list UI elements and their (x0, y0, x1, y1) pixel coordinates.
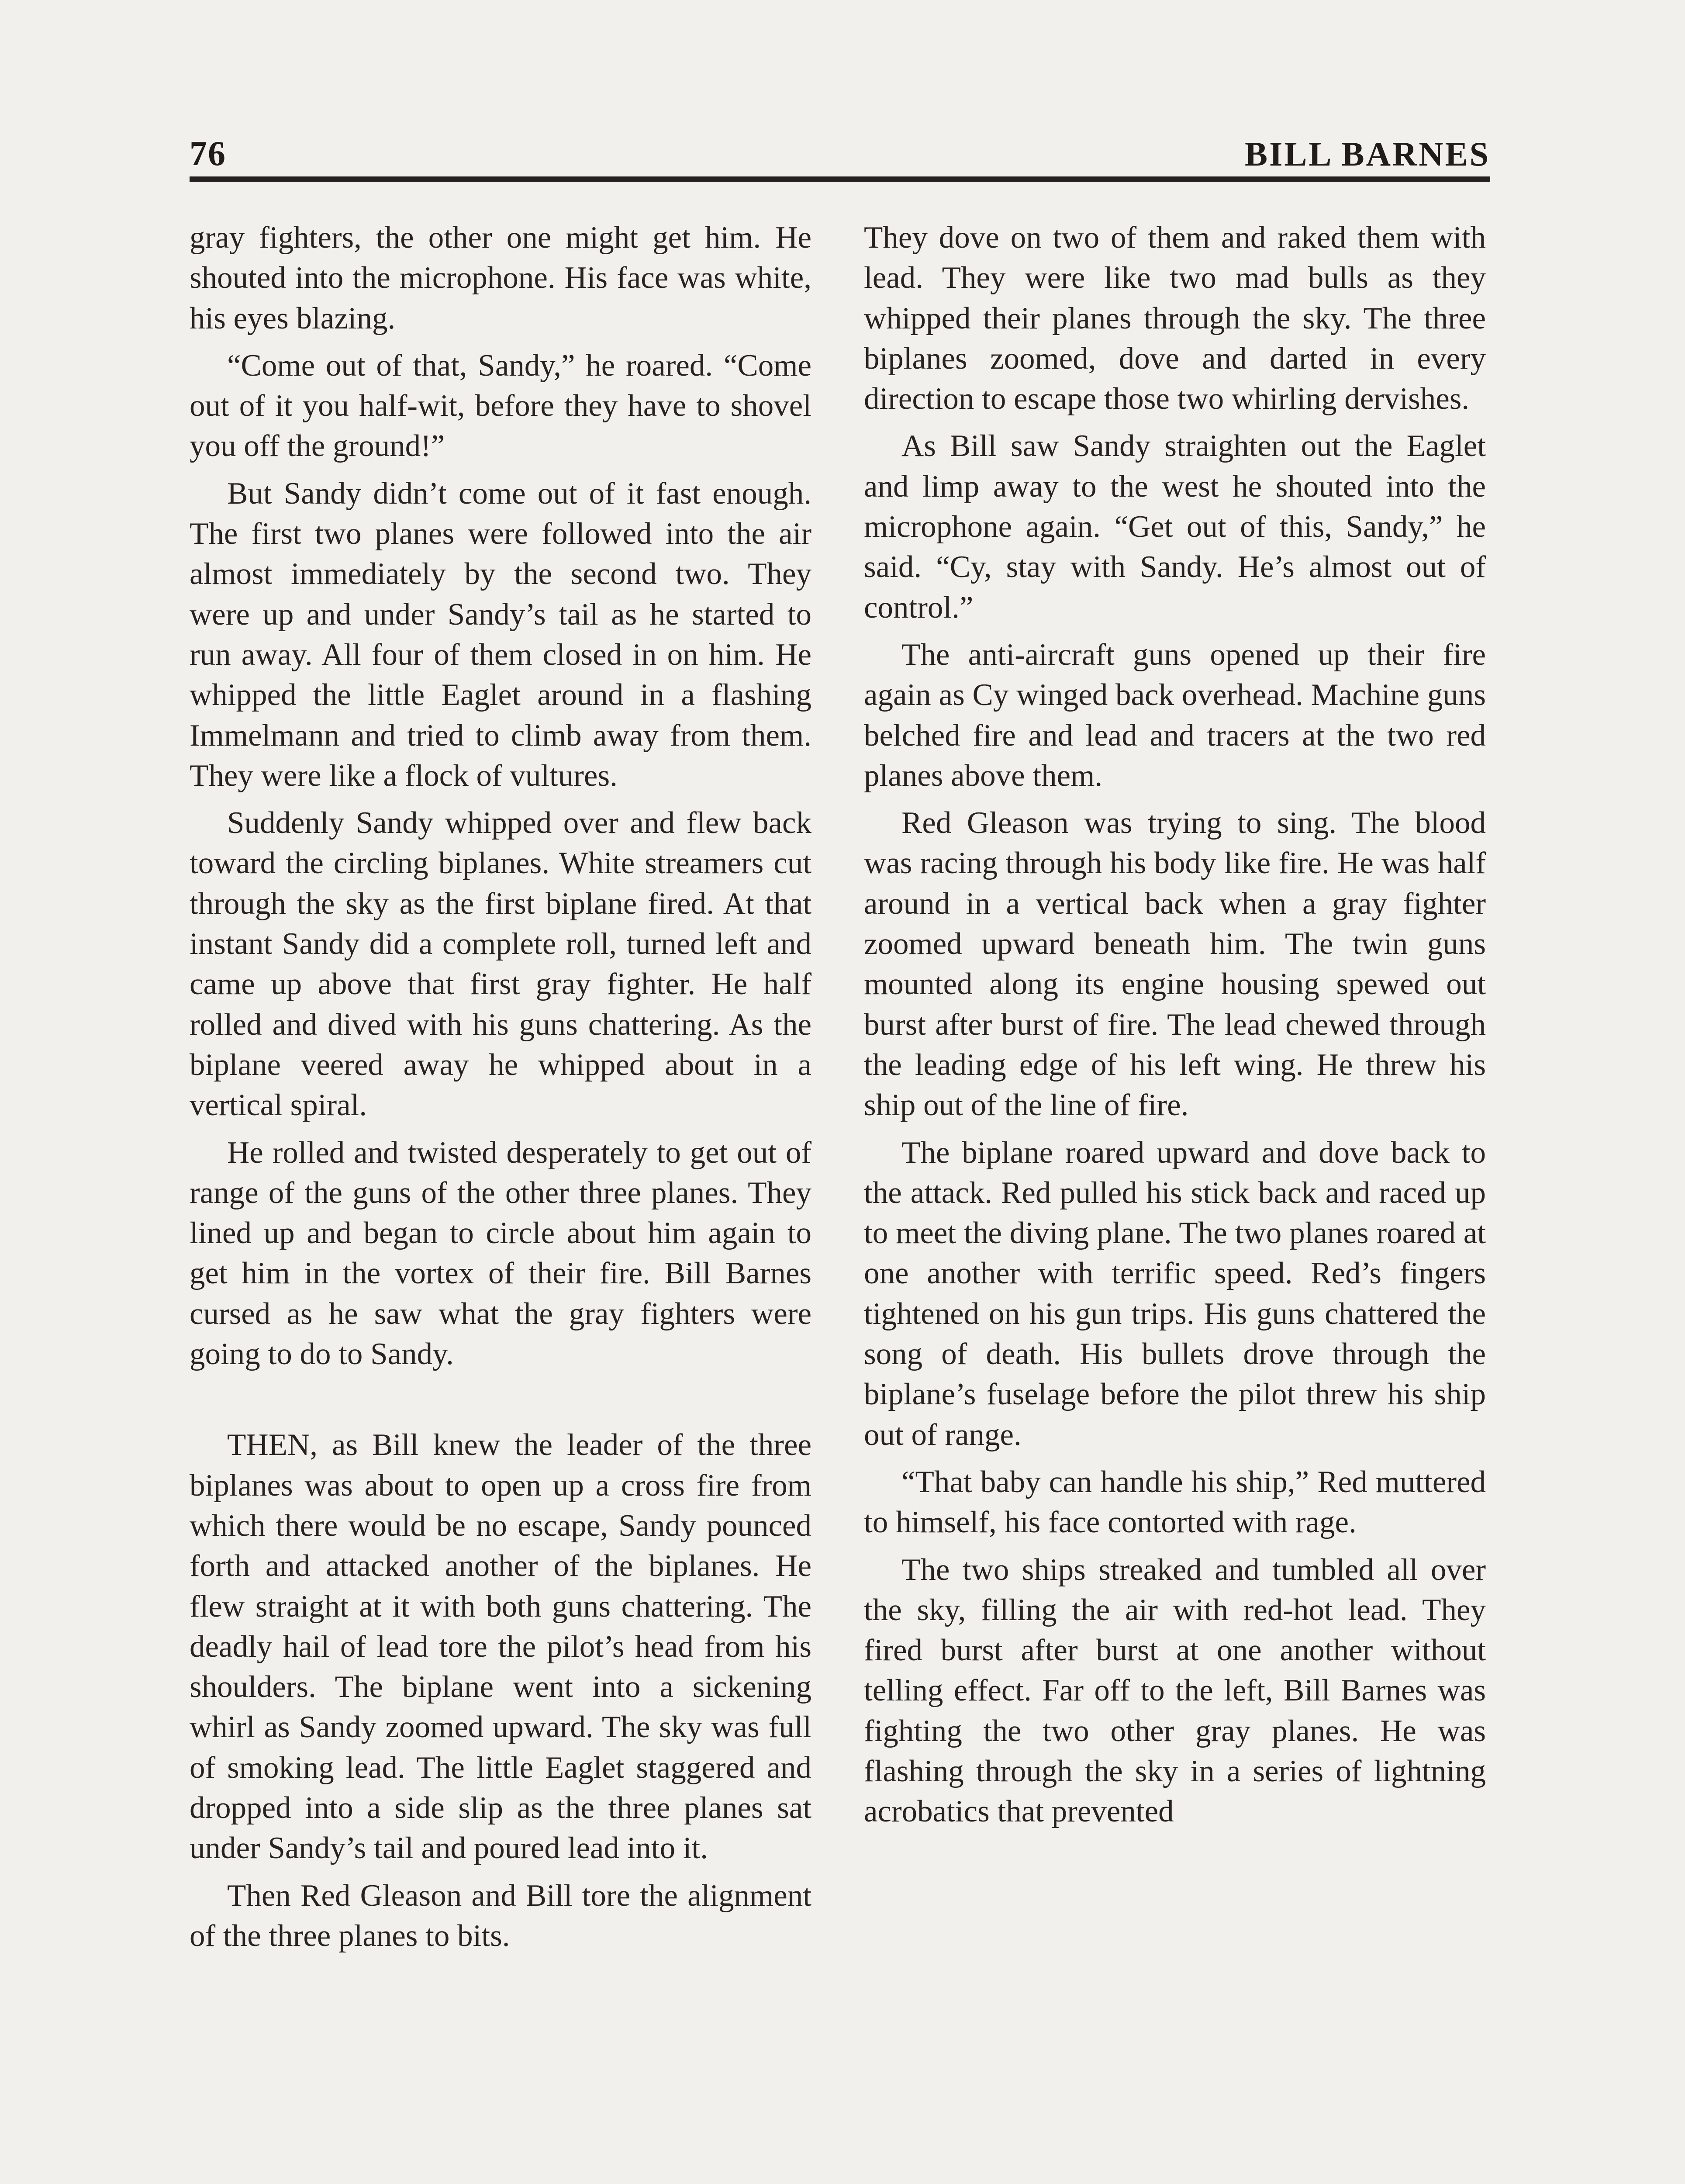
page-header (190, 129, 1490, 182)
paragraph: Then Red Gleason and Bill tore the alignment of the three planes to bits. (190, 1878, 811, 1953)
paragraph: Red Gleason was trying to sing. The blood was racing through his body like fire. He was half around in a vertical back when a gray fighter zoomed upward beneath him. The twin guns mounted along its engine housing spewed out burst after burst of fire. The lead chewed through the leading edge of his left wing. He threw his ship out of the line of fire. (864, 806, 1486, 1123)
paragraph: “Come out of that, Sandy,” he roared. “Come out of it you half-wit, before they have to shovel you off the ground!” (190, 348, 811, 463)
paragraph: Suddenly Sandy whipped over and flew back toward the circling biplanes. White streamers cut through the sky as the first biplane fired. At that instant Sandy did a complete roll, turned left and came up above that first gray fighter. He half rolled and dived with his guns chattering. As the biplane veered away he whipped about in a vertical spiral. (190, 806, 811, 1123)
left-column (190, 218, 811, 2184)
paragraph: The biplane roared upward and dove back to the attack. Red pulled his stick back and raced up to meet the diving plane. The two planes roared at one another with terrific speed. Red’s fingers tightened on his gun trips. His guns chattered the song of death. His bullets drove through the biplane’s fuselage before the pilot threw his ship out of range. (864, 1135, 1486, 1452)
paragraph: The two ships streaked and tumbled all over the sky, filling the air with red-hot lead. They fired burst after burst at one another without telling effect. Far off to the left, Bill Barnes was fighting the two other gray planes. He was flashing through the sky in a series of lightning acrobatics that prevented (864, 1552, 1486, 1829)
header-rule (190, 176, 1490, 182)
paragraph: They dove on two of them and raked them with lead. They were like two mad bulls as they whipped their planes through the sky. The three biplanes zoomed, dove and darted in every direction to escape those two whirling dervishes. (864, 221, 1486, 416)
paragraph: THEN, as Bill knew the leader of the three biplanes was about to open up a cross fire from which there would be no escape, Sandy pounced forth and attacked another of the biplanes. He flew straight at it with both guns chattering. The deadly hail of lead tore the pilot’s head from his shoulders. The biplane went into a sickening whirl as Sandy zoomed upward. The sky was full of smoking lead. The little Eaglet staggered and dropped into a side slip as the three planes sat under Sandy’s tail and poured lead into it. (190, 1428, 811, 1866)
paragraph: But Sandy didn’t come out of it fast enough. The first two planes were followed into the air almost immediately by the second two. They were up and under Sandy’s tail as he started to run away. All four of them closed in on him. He whipped the little Eaglet around in a flashing Immelmann and tried to climb away from them. They were like a flock of vultures. (190, 476, 811, 793)
paragraph: “That baby can handle his ship,” Red muttered to himself, his face contorted with rage. (864, 1465, 1486, 1540)
right-column (864, 218, 1486, 2184)
paragraph: The anti-aircraft guns opened up their fire again as Cy winged back overhead. Machine guns belched fire and lead and tracers at the two red planes above them. (864, 637, 1486, 793)
page-number: 76 (190, 135, 226, 173)
paragraph: As Bill saw Sandy straighten out the Eaglet and limp away to the west he shouted into the microphone again. “Get out of this, Sandy,” he said. “Cy, stay with Sandy. He’s almost out of control.” (864, 429, 1486, 625)
paragraph: gray fighters, the other one might get him. He shouted into the microphone. His face was white, his eyes blazing. (190, 221, 811, 335)
running-title: BILL BARNES (1244, 135, 1490, 173)
paragraph: He rolled and twisted desperately to get out of range of the guns of the other three planes. They lined up and began to circle about him again to get him in the vortex of their fire. Bill Barnes cursed as he saw what the gray fighters were going to do to Sandy. (190, 1135, 811, 1372)
